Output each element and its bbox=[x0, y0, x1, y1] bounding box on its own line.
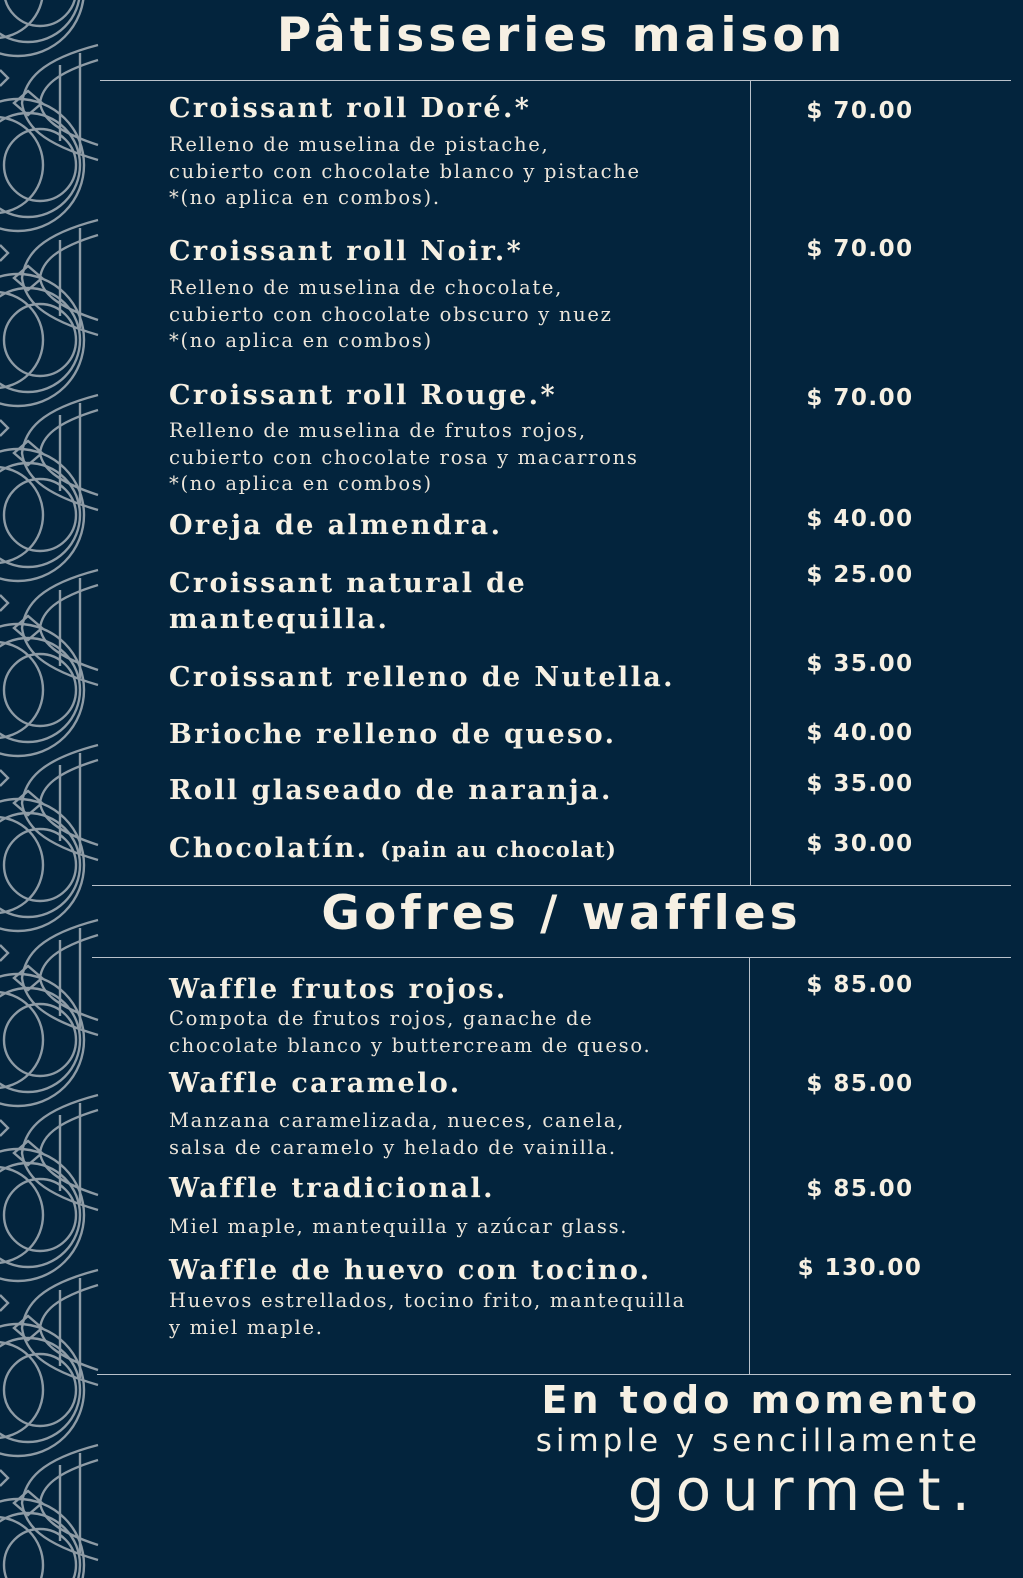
menu-item-price: $ 25.00 bbox=[806, 562, 914, 588]
menu-item-name: Croissant roll Doré.* bbox=[169, 93, 532, 124]
divider bbox=[92, 957, 1011, 958]
menu-item-price: $ 70.00 bbox=[806, 98, 914, 124]
menu-item-price: $ 35.00 bbox=[806, 771, 914, 797]
decorative-pattern bbox=[0, 0, 100, 1578]
menu-item-price: $ 70.00 bbox=[806, 236, 914, 262]
menu-item-name: Croissant roll Noir.* bbox=[169, 236, 524, 267]
divider bbox=[100, 80, 1011, 81]
tagline-line-3: gourmet. bbox=[627, 1456, 981, 1524]
menu-item-price: $ 30.00 bbox=[806, 831, 914, 857]
section-title-waffles: Gofres / waffles bbox=[321, 886, 802, 941]
menu-item-name: Waffle tradicional. bbox=[169, 1173, 495, 1204]
menu-item-name: Brioche relleno de queso. bbox=[169, 719, 617, 750]
menu-item-price: $ 130.00 bbox=[797, 1255, 923, 1281]
menu-item-price: $ 85.00 bbox=[806, 1071, 914, 1097]
column-divider bbox=[749, 957, 750, 1374]
menu-item-name: Oreja de almendra. bbox=[169, 510, 503, 541]
menu-item-name: Croissant natural de mantequilla. bbox=[169, 568, 528, 635]
column-divider bbox=[750, 80, 751, 886]
menu-item-description: Relleno de muselina de pistache, cubierto con chocolate blanco y pistache *(no aplica en combos). bbox=[169, 133, 641, 209]
menu-item-name: Waffle de huevo con tocino. bbox=[169, 1255, 652, 1286]
menu-item-name: Waffle caramelo. bbox=[169, 1068, 462, 1099]
menu-item-description: Relleno de muselina de frutos rojos, cubierto con chocolate rosa y macarrons *(no aplica en combos) bbox=[169, 419, 639, 495]
menu-item-description: Manzana caramelizada, nueces, canela, salsa de caramelo y helado de vainilla. bbox=[169, 1109, 625, 1159]
menu-item-price: $ 70.00 bbox=[806, 385, 914, 411]
tagline-line-1: En todo momento bbox=[541, 1378, 981, 1422]
tagline-line-2: simple y sencillamente bbox=[535, 1423, 981, 1459]
menu-item-name: Croissant relleno de Nutella. bbox=[169, 662, 675, 693]
menu-item-description: Huevos estrellados, tocino frito, mantequilla y miel maple. bbox=[169, 1289, 686, 1339]
menu-item-note: (pain au chocolat) bbox=[380, 837, 617, 862]
divider bbox=[97, 1374, 1011, 1375]
section-title-patisseries: Pâtisseries maison bbox=[276, 8, 847, 63]
menu-item-name: Chocolatín. (pain au chocolat) bbox=[169, 833, 617, 864]
menu-item-price: $ 35.00 bbox=[806, 651, 914, 677]
menu-item-price: $ 40.00 bbox=[806, 506, 914, 532]
menu-item-name: Waffle frutos rojos. bbox=[169, 974, 508, 1005]
menu-item-name: Roll glaseado de naranja. bbox=[169, 775, 613, 806]
menu-item-price: $ 85.00 bbox=[806, 1176, 914, 1202]
menu-item-price: $ 40.00 bbox=[806, 720, 914, 746]
menu-item-description: Relleno de muselina de chocolate, cubierto con chocolate obscuro y nuez *(no aplica en combos) bbox=[169, 276, 613, 352]
menu-item-name: Croissant roll Rouge.* bbox=[169, 380, 557, 411]
menu-item-description: Miel maple, mantequilla y azúcar glass. bbox=[169, 1215, 629, 1238]
menu-item-price: $ 85.00 bbox=[806, 972, 914, 998]
menu-item-description: Compota de frutos rojos, ganache de chocolate blanco y buttercream de queso. bbox=[169, 1007, 652, 1057]
